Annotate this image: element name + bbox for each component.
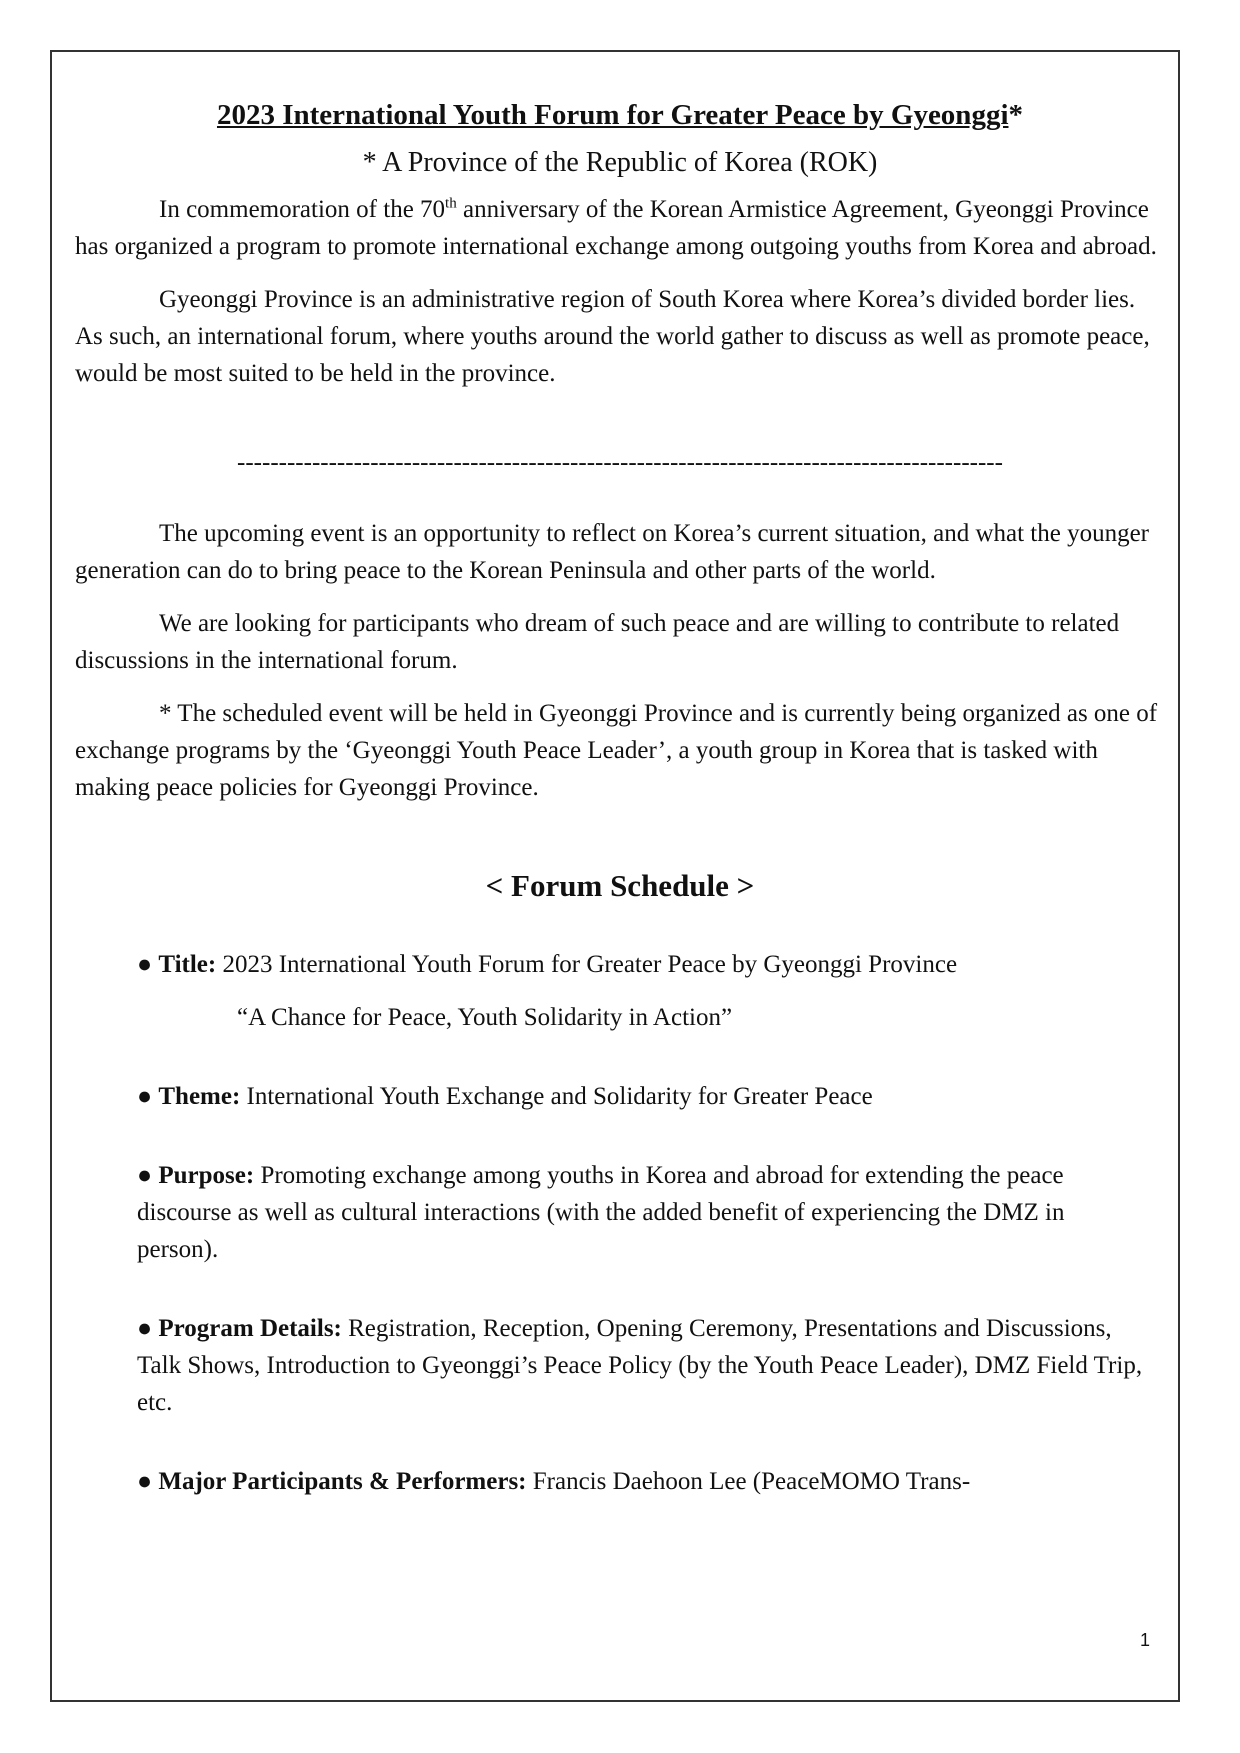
item-label: Program Details: (158, 1315, 342, 1342)
schedule-item-participants (137, 1463, 1147, 1500)
bullet-icon: ● (137, 1468, 153, 1495)
item-label: Purpose: (158, 1162, 255, 1189)
bullet-icon: ● (137, 951, 153, 978)
schedule-item-title (137, 946, 1147, 1036)
item-text: Promoting exchange among youths in Korea and abroad for extending the peace discourse as well as cultural interactions (with the added benefit of experiencing the DMZ in person). (137, 1162, 1065, 1263)
item-label: Title: (158, 951, 217, 978)
section-divider: -------------------------------------------------------------------------------------------- (237, 449, 1003, 476)
body-paragraph-1: The upcoming event is an opportunity to reflect on Korea’s current situation, and what the younger generation can do to bring peace to the Korean Peninsula and other parts of the world. (75, 520, 1150, 584)
title-text: 2023 International Youth Forum for Greater Peace by Gyeonggi (216, 99, 1009, 131)
item-text: Registration, Reception, Opening Ceremony, Presentations and Discussions, Talk Shows, Introduction to Gyeonggi’s Peace Policy (by the Youth Peace Leader), DMZ Field Trip, etc. (137, 1315, 1143, 1416)
item-text: Francis Daehoon Lee (PeaceMOMO Trans- (532, 1468, 971, 1495)
intro-paragraph-1: In commemoration of the 70th anniversary of the Korean Armistice Agreement, Gyeonggi Province has organized a program to promote international exchange among outgoing youths from Korea and abroad. (75, 195, 1157, 260)
body-paragraph-2: We are looking for participants who dream of such peace and are willing to contribute to related discussions in the international forum. (75, 610, 1120, 674)
schedule-heading: < Forum Schedule > (485, 868, 755, 903)
intro-paragraph-2: Gyeonggi Province is an administrative region of South Korea where Korea’s divided border lies. As such, an international forum, where youths around the world gather to discuss as well as promote peace, would be most suited to be held in the province. (75, 286, 1150, 387)
page-number: 1 (1140, 1630, 1151, 1650)
body-paragraph-3: * The scheduled event will be held in Gyeonggi Province and is currently being organized as one of exchange programs by the ‘Gyeonggi Youth Peace Leader’, a youth group in Korea that is tasked with making peace policies for Gyeonggi Province. (75, 700, 1158, 801)
document-title (75, 95, 1165, 135)
bullet-icon: ● (137, 1315, 153, 1342)
bullet-icon: ● (137, 1162, 153, 1189)
document-subtitle: * A Province of the Republic of Korea (ROK) (362, 147, 878, 178)
bullet-icon: ● (137, 1083, 153, 1110)
schedule-item-purpose (137, 1157, 1147, 1268)
schedule-item-theme (137, 1078, 1147, 1115)
schedule-item-program-details (137, 1310, 1147, 1421)
item-subtext: “A Chance for Peace, Youth Solidarity in Action” (237, 1004, 733, 1031)
document-content (75, 95, 1165, 1542)
item-text: 2023 International Youth Forum for Greater Peace by Gyeonggi Province (222, 951, 958, 978)
item-text: International Youth Exchange and Solidarity for Greater Peace (246, 1083, 873, 1110)
item-label: Major Participants & Performers: (158, 1468, 527, 1495)
title-asterisk: * (1008, 99, 1023, 131)
item-label: Theme: (158, 1083, 241, 1110)
